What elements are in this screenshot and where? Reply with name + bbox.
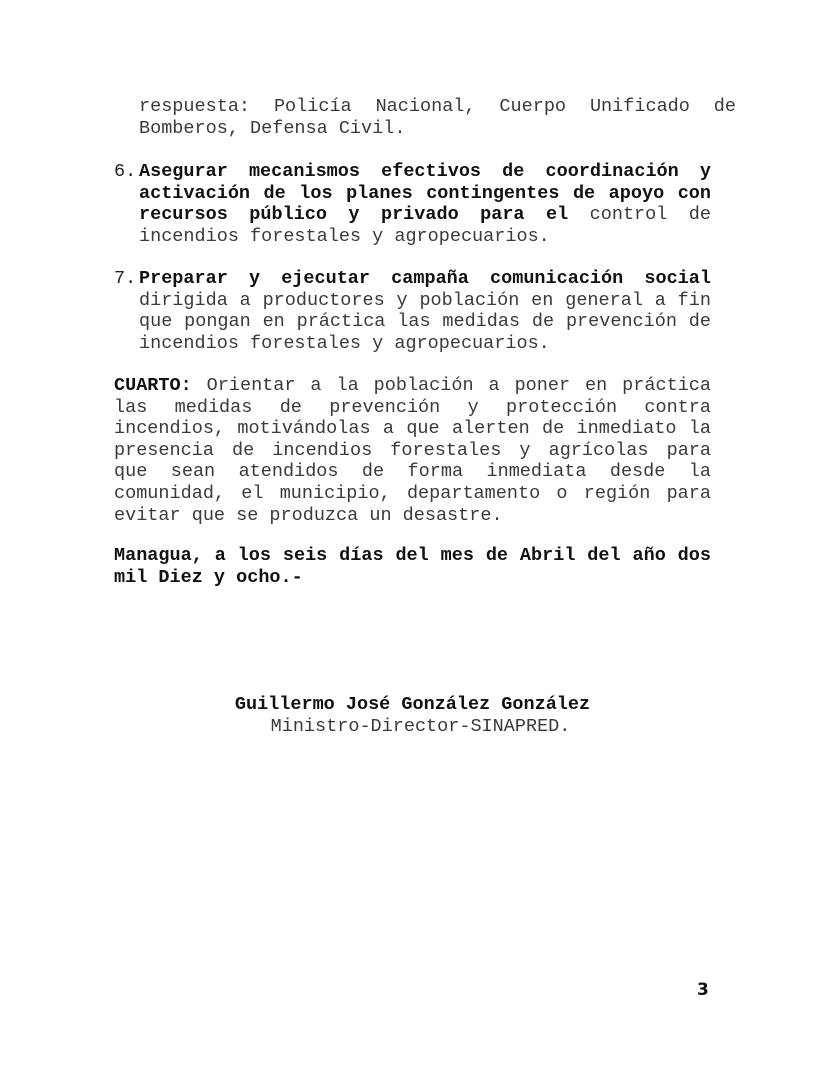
- list-item-text: dirigida a productores y población en general a fin que pongan en práctica las medidas de prevención de incendios forestales y agropecuarios.: [139, 289, 711, 354]
- list-item-number: 6.: [114, 161, 137, 182]
- closing-statement: Managua, a los seis días del mes de Abril del año dos mil Diez y ocho.-: [114, 545, 711, 588]
- list-item-body: [114, 161, 711, 247]
- list-item-text: control de incendios forestales y agropecuarios.: [139, 204, 711, 247]
- cuarto-label: CUARTO:: [114, 375, 192, 396]
- signature-title: Ministro-Director-SINAPRED.: [270, 716, 571, 737]
- page-number: 3: [697, 980, 709, 1000]
- list-item-body: [114, 268, 711, 354]
- signature-name: Guillermo José González González: [234, 694, 591, 715]
- cuarto-text: Orientar a la población a poner en práctica las medidas de prevención y protección contra incendios, motivándolas a que alerten de inmediato la presencia de incendios forestales y agrícolas para que sean atendidos de forma inmediata desde la comunidad, el municipio, departamento o región para evitar que se produzca un desastre.: [114, 375, 711, 526]
- list-item-6: [114, 161, 711, 247]
- list-item-bold-text: Preparar y ejecutar campaña comunicación social: [139, 268, 711, 289]
- list-item-number: 7.: [114, 268, 137, 289]
- list-item-continuation: respuesta: Policía Nacional, Cuerpo Unificado de Bomberos, Defensa Civil.: [139, 96, 736, 139]
- list-item-7: [114, 268, 711, 354]
- cuarto-paragraph: [114, 375, 711, 526]
- list-item-bold-text: Asegurar mecanismos efectivos de coordinación y activación de los planes contingentes de apoyo con recursos público y privado para el: [139, 161, 711, 226]
